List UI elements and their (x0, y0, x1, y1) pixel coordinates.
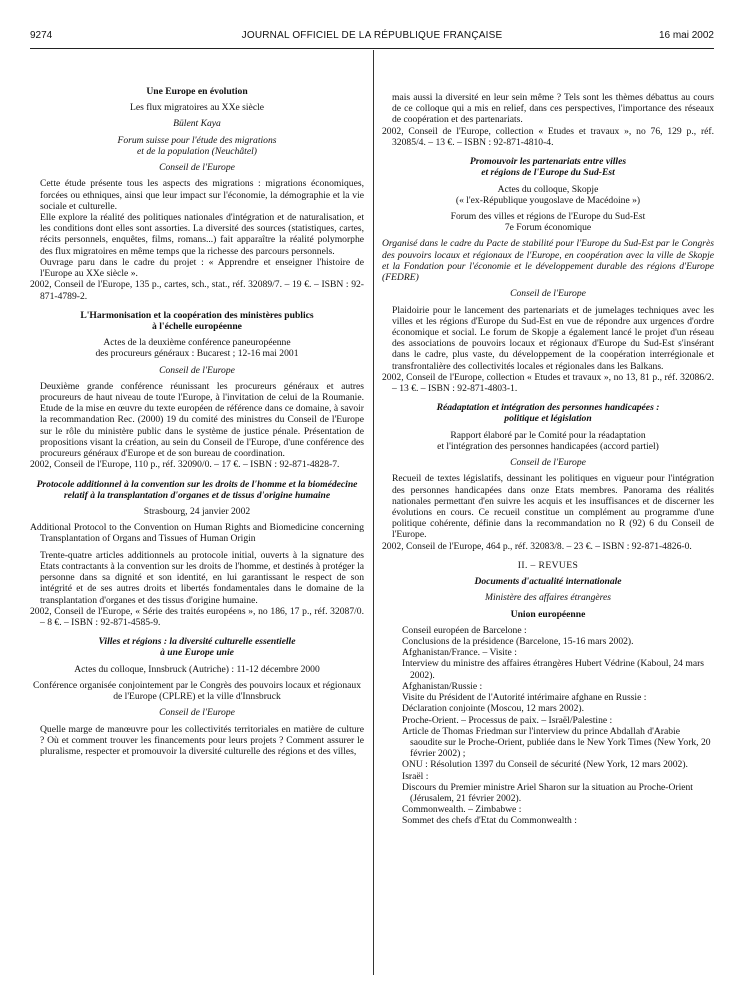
list-item: Interview du ministre des affaires étrangères Hubert Védrine (Kaboul, 24 mars 2002). (402, 658, 705, 681)
entry-english-title: Additional Protocol to the Convention on Human Rights and Biomedicine concerning Transplantation of Organs and Tissues of Human Origin (30, 522, 364, 545)
entry-subtitle-line2: des procureurs généraux : Bucarest ; 12-16 mai 2001 (95, 348, 299, 360)
entry-subtitle-line1: Actes du colloque, Skopje (497, 183, 599, 195)
entry-paragraph: Quelle marge de manœuvre pour les collectivités territoriales en matière de culture ? Où et comment trouver les financements pour leurs projets ? Comment assurer le pluralisme, respecter et promouvoir la diversité culturelle des régions et des villes, (40, 723, 364, 757)
revue-title: Documents d'actualité internationale (474, 576, 622, 588)
entry-paragraph: Plaidoirie pour le lancement des partenariats et de jumelages techniques avec les villes et les régions d'Europe du Sud-Est en vue de répondre aux urgences d'ordre économique et social. Le forum de Skopje a également lancé le projet d'un réseau des associations de pouvoirs locaux et régionaux d'Europe du Sud-Est s'insérant dans le cadre, plus vaste, du développement de la coopération interrégionale et transfrontalière des collectivités locales et régionales dans les Balkans. (392, 304, 714, 372)
entry-subtitle-line1: Actes de la deuxième conférence paneuropéenne (103, 337, 291, 349)
entry-villes-regions (30, 636, 364, 757)
entry-reference: 2002, Conseil de l'Europe, 464 p., réf. 32083/8. – 23 €. – ISBN : 92-871-4826-0. (382, 540, 692, 552)
page-header (30, 30, 714, 44)
entry-reference: 2002, Conseil de l'Europe, « Série des traités européens », no 186, 17 p., réf. 32087/0. – 8 €. – ISBN : 92-871-4585-9. (30, 605, 364, 628)
journal-title: JOURNAL OFFICIEL DE LA RÉPUBLIQUE FRANÇAISE (241, 30, 503, 41)
entry-paragraph: Ouvrage paru dans le cadre du projet : « Apprendre et enseigner l'histoire de l'Europe au XXe siècle ». (40, 256, 364, 280)
page-number: 9274 (30, 30, 53, 41)
entry-forum-line2: et de la population (Neuchâtel) (137, 145, 257, 157)
entry-title-line1: Réadaptation et intégration des personnes handicapées : (436, 402, 660, 414)
entry-title-line2: à l'échelle européenne (152, 320, 242, 332)
header-rule (30, 48, 714, 49)
list-item: Visite du Président de l'Autorité intérimaire afghane en Russie : (402, 692, 647, 704)
left-column (30, 86, 364, 757)
entry-europe-evolution (30, 86, 364, 302)
section-heading: II. – REVUES (517, 559, 579, 571)
entry-paragraph: Elle explore la réalité des politiques nationales d'intégration et de naturalisation, et les conditions dont elles sont assorties. La diversité des sources (statistiques, cartes, récits personnels, enquêtes, films, romans...) fait apparaître la réalité polymorphe des flux migratoires en même temps que la richesse des parcours personnels. (40, 211, 364, 257)
entry-paragraph: Trente-quatre articles additionnels au protocole initial, ouverts à la signature des Etats contractants à la convention sur les droits de l'homme, et destinés à protéger la personne dans sa dignité et son identité, en lui garantissant le respect de son intégrité et de ses autres droits et libertés fondamentales dans le domaine de la transplantation d'organes et des tissus d'origine humaine. (40, 549, 364, 606)
list-item: Conclusions de la présidence (Barcelone, 15-16 mars 2002). (402, 635, 634, 647)
entry-subtitle: Actes du colloque, Innsbruck (Autriche) : 11-12 décembre 2000 (74, 663, 320, 675)
list-item: Discours du Premier ministre Ariel Sharon sur la situation au Proche-Orient (Jérusalem, 21 février 2002). (402, 781, 693, 805)
entry-reference: 2002, Conseil de l'Europe, 110 p., réf. 32090/0. – 17 €. – ISBN : 92-871-4828-7. (30, 459, 340, 471)
entry-subtitle-line2: (« l'ex-République yougoslave de Macédoine ») (455, 194, 641, 206)
entry-subtitle: Les flux migratoires au XXe siècle (130, 102, 264, 114)
entry-paragraph: Recueil de textes législatifs, dessinant les politiques en vigueur pour l'intégration des personnes handicapées dans onze Etats membres. Panorama des réalités nationales permettant d'en suivre les acquis et les insuffisances et de discerner les évolutions en cours. Ce recueil constitue un complément au programme d'une politique cohérente, définie dans la recommandation no R (92) 6 du Conseil de l'Europe. (392, 473, 714, 541)
entry-partenariats-sud-est (382, 156, 714, 394)
issue-date: 16 mai 2002 (658, 30, 714, 41)
entry-author: Bülent Kaya (173, 118, 221, 130)
right-column (382, 92, 714, 827)
revue-ministry: Ministère des affaires étrangères (484, 592, 612, 604)
entry-publisher: Conseil de l'Europe (510, 288, 586, 300)
entry-subtitle-line1: Rapport élaboré par le Comité pour la réadaptation (450, 429, 646, 441)
entry-paragraph: Cette étude présente tous les aspects des migrations : migrations économiques, forcées ou ethniques, ainsi que leur impact sur l'économie, la démographie et la vie sociale et culturelle. (40, 178, 364, 212)
entry-publisher: Conseil de l'Europe (159, 162, 235, 174)
list-item: Déclaration conjointe (Moscou, 12 mars 2002). (402, 703, 584, 715)
revue-items (382, 625, 714, 827)
list-item: ONU : Résolution 1397 du Conseil de sécurité (New York, 12 mars 2002). (402, 759, 688, 771)
entry-title-line2: politique et législation (504, 413, 592, 425)
entry-title-line1: Villes et régions : la diversité culturelle essentielle (98, 636, 296, 648)
entry-conference-note: Conférence organisée conjointement par le Congrès des pouvoirs locaux et régionaux de l'Europe (CPLRE) et la ville d'Innsbruck (32, 679, 362, 703)
list-item: Article de Thomas Friedman sur l'interview du prince Abdallah d'Arabie saoudite sur le Proche-Orient, publiée dans le New York Times (New York, 20 février 2002) ; (402, 725, 711, 760)
entry-forum-line1: Forum suisse pour l'étude des migrations (117, 134, 277, 146)
column-divider (373, 50, 374, 975)
entry-publisher: Conseil de l'Europe (159, 707, 235, 719)
entry-place-date: Strasbourg, 24 janvier 2002 (143, 506, 251, 517)
entry-readaptation (382, 402, 714, 552)
entry-paragraph-continued: mais aussi la diversité en leur sein même ? Tels sont les thèmes débattus au cours de ce colloque qui a mis en relief, dans ces perspectives, l'importance des réseaux de coopération et des partenariats. (392, 92, 714, 126)
entry-protocole-additionnel (30, 479, 364, 629)
entry-villes-regions-continued (382, 92, 714, 148)
entry-publisher: Conseil de l'Europe (159, 364, 235, 376)
entry-harmonisation (30, 310, 364, 471)
list-item: Israël : (402, 770, 429, 782)
entry-title-line2: à une Europe unie (160, 647, 234, 659)
entry-paragraph: Deuxième grande conférence réunissant les procureurs généraux et autres procureurs de haut niveau de toute l'Europe, à l'invitation de celui de la Roumanie. Etude de la mise en œuvre du texte européen de référence dans ce domaine, à savoir la recommandation Rec. (2000) 19 du comité des ministres du Conseil de l'Europe sur le rôle du ministère public dans le système de justice pénale. Présentation de propositions visant la création, au sein du Conseil de l'Europe, d'une conférence des procureurs généraux d'Europe et de son bureau de coordination. (40, 380, 364, 460)
list-item: Commonwealth. – Zimbabwe : (402, 804, 522, 816)
entry-reference: 2002, Conseil de l'Europe, collection « Etudes et travaux », no 76, 129 p., réf. 32085/4. – 13 €. – ISBN : 92-871-4810-4. (382, 125, 714, 148)
entry-title-line1: L'Harmonisation et la coopération des ministères publics (80, 309, 314, 321)
section-revues (382, 560, 714, 827)
entry-publisher: Conseil de l'Europe (510, 457, 586, 469)
entry-reference: 2002, Conseil de l'Europe, collection « Etudes et travaux », no 13, 81 p., réf. 32086/2. – 13 €. – ISBN : 92-871-4803-1. (382, 371, 714, 395)
list-item: Sommet des chefs d'Etat du Commonwealth : (402, 815, 577, 827)
entry-title: Une Europe en évolution (146, 86, 248, 97)
entry-reference: 2002, Conseil de l'Europe, 135 p., cartes, sch., stat., réf. 32089/7. – 19 €. – ISBN : 92-871-4789-2. (30, 279, 364, 302)
entry-title-line2: et régions de l'Europe du Sud-Est (481, 167, 615, 179)
entry-forum-line1: Forum des villes et régions de l'Europe du Sud-Est (450, 210, 646, 222)
list-item: Proche-Orient. – Processus de paix. – Israël/Palestine : (402, 714, 613, 726)
entry-title-line1: Promouvoir les partenariats entre villes (469, 156, 627, 168)
list-item: Afghanistan/Russie : (402, 680, 483, 692)
entry-title: Protocole additionnel à la convention sur les droits de l'homme et la biomédecine relatif à la transplantation d'organes et de tissus d'origine humaine (36, 478, 358, 501)
list-item: Afghanistan/France. – Visite : (402, 647, 517, 659)
revue-section: Union européenne (510, 608, 586, 620)
entry-forum-line2: 7e Forum économique (504, 222, 592, 234)
list-item: Conseil européen de Barcelone : (402, 624, 527, 636)
entry-organisation-note: Organisé dans le cadre du Pacte de stabilité pour l'Europe du Sud-Est par le Congrès des pouvoirs locaux et régionaux de l'Europe, en coopération avec la ville de Skopje et la Fondation pour l'économie et le développement durable des régions d'Europe (FEDRE) (382, 238, 714, 284)
entry-subtitle-line2: et l'intégration des personnes handicapées (accord partiel) (437, 440, 659, 452)
